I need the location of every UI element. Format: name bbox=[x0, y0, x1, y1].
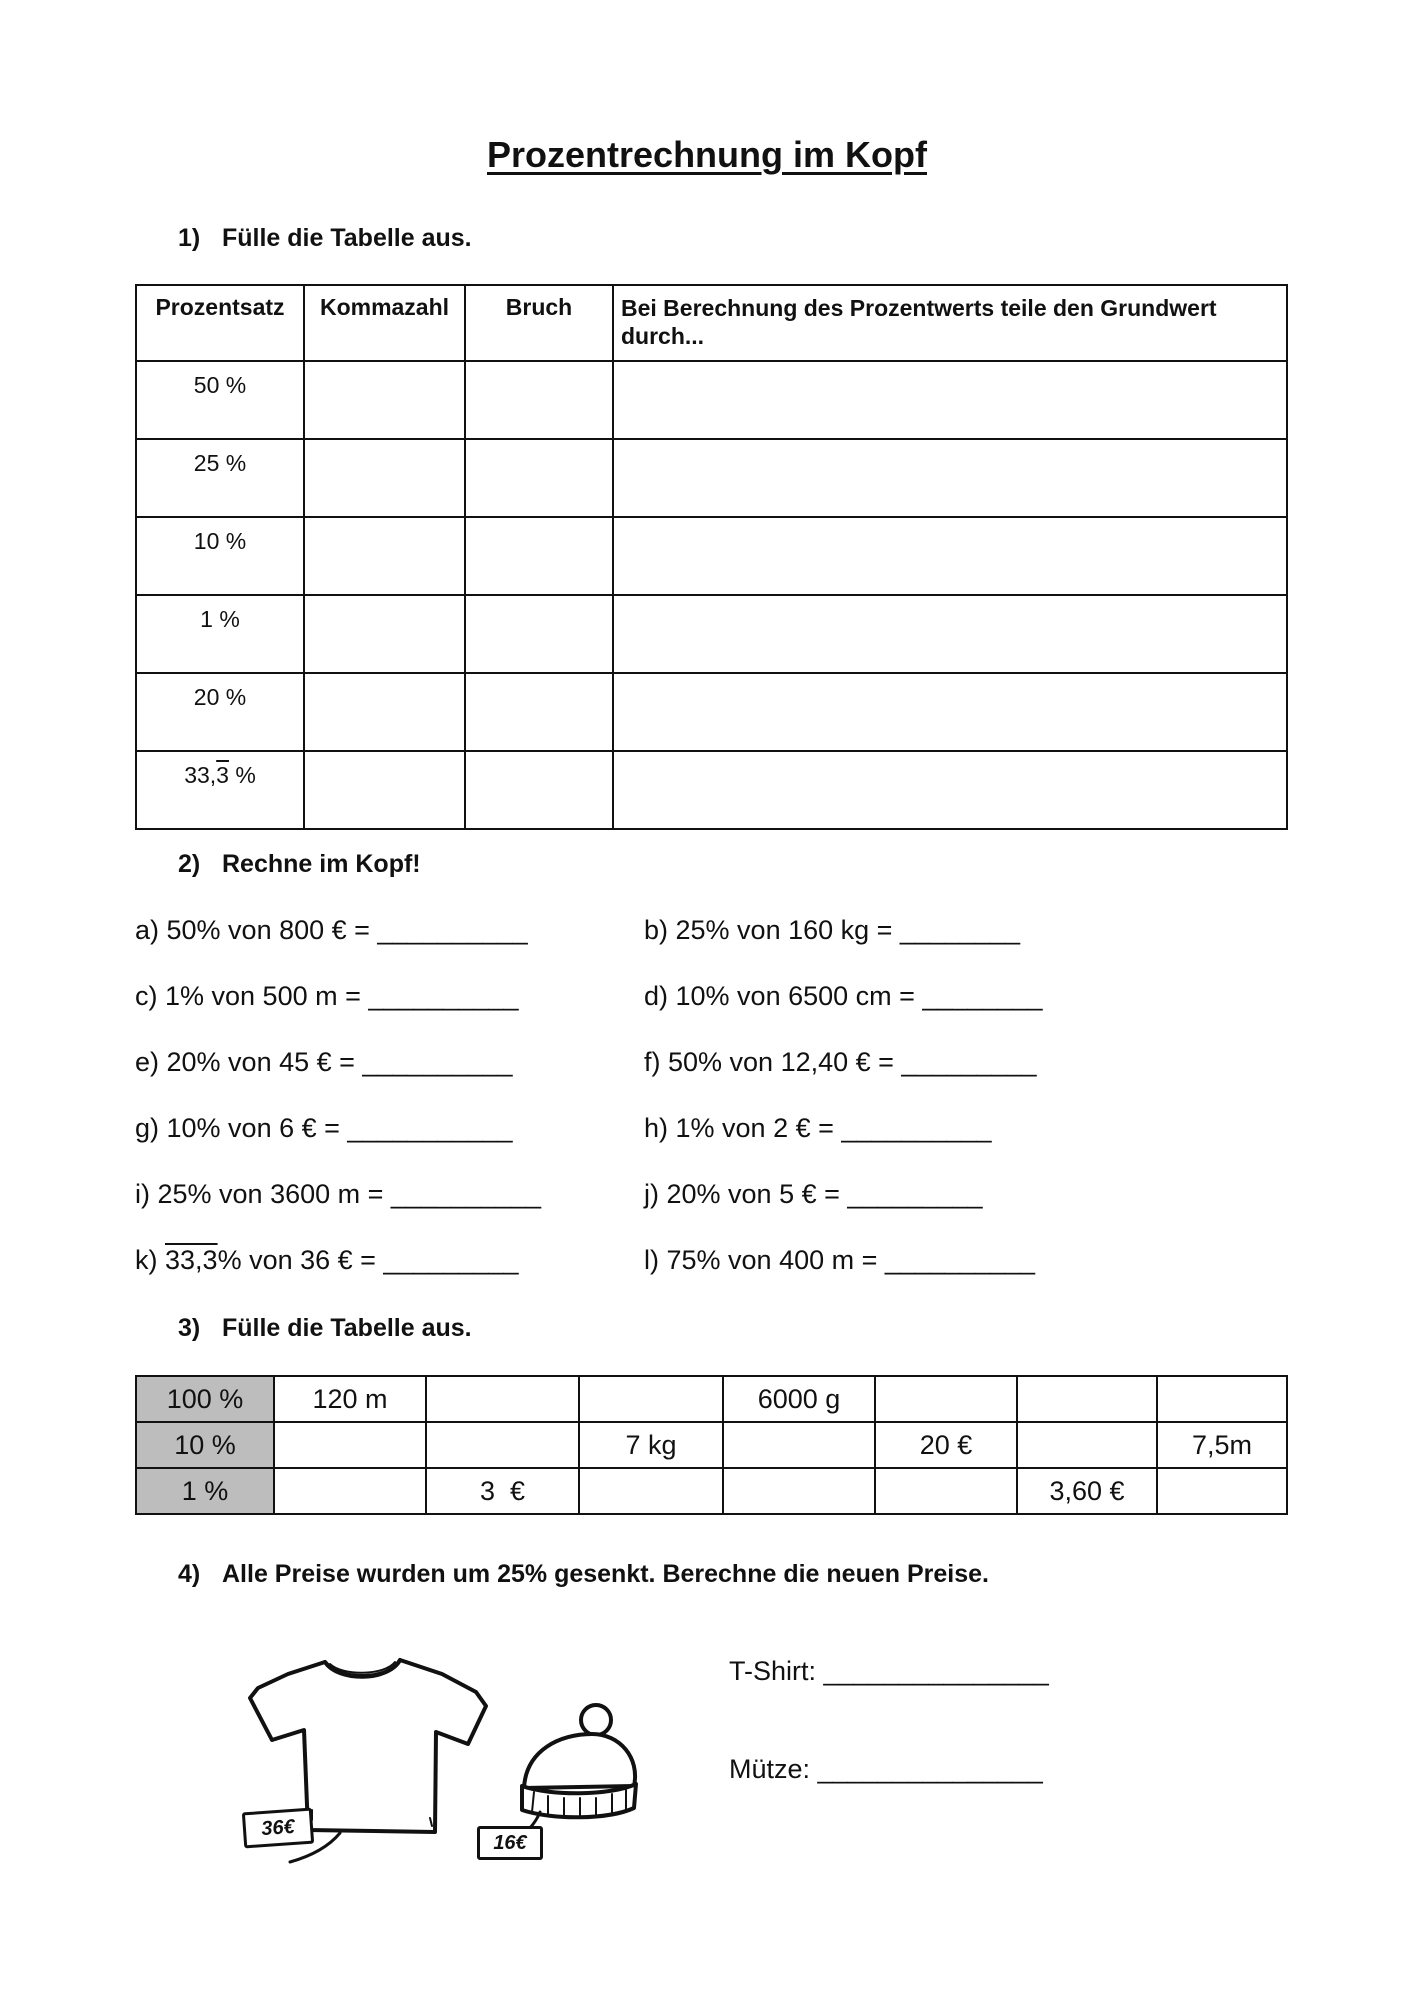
answer-cell[interactable] bbox=[613, 751, 1287, 829]
exercise-g: g) 10% von 6 € = ___________ bbox=[135, 1113, 513, 1143]
table-cell[interactable] bbox=[579, 1468, 723, 1514]
column-header: Bei Berechnung des Prozentwerts teile den Grundwert durch... bbox=[613, 285, 1287, 361]
table-cell[interactable] bbox=[274, 1468, 426, 1514]
exercise-a: a) 50% von 800 € = __________ bbox=[135, 915, 528, 945]
percent-cell bbox=[136, 751, 304, 829]
table-cell[interactable] bbox=[723, 1422, 875, 1468]
exercise-k-rest: % von 36 € = _________ bbox=[217, 1245, 519, 1275]
table-row bbox=[136, 751, 1287, 829]
column-header: Bruch bbox=[465, 285, 613, 361]
hat-price-tag: 16€ bbox=[477, 1826, 543, 1860]
percent-int: 33, bbox=[184, 762, 217, 788]
percent-cell: 1 % bbox=[136, 595, 304, 673]
answer-cell[interactable] bbox=[465, 361, 613, 439]
table-row bbox=[136, 439, 1287, 517]
table-cell[interactable] bbox=[426, 1422, 579, 1468]
table-cell[interactable]: 6000 g bbox=[723, 1376, 875, 1422]
table-row bbox=[136, 1468, 1287, 1514]
table-cell[interactable]: 3,60 € bbox=[1017, 1468, 1157, 1514]
column-header: Prozentsatz bbox=[136, 285, 304, 361]
section-title: Alle Preise wurden um 25% gesenkt. Berechne die neuen Preise. bbox=[222, 1560, 989, 1588]
table-cell[interactable] bbox=[875, 1468, 1017, 1514]
answer-cell[interactable] bbox=[613, 439, 1287, 517]
percent-cell: 50 % bbox=[136, 361, 304, 439]
exercise-d: d) 10% von 6500 cm = ________ bbox=[644, 981, 1043, 1011]
section-3-heading bbox=[178, 1314, 472, 1343]
section-title: Fülle die Tabelle aus. bbox=[222, 224, 472, 252]
table-row bbox=[136, 361, 1287, 439]
answer-cell[interactable] bbox=[304, 751, 465, 829]
table-cell[interactable]: 7 kg bbox=[579, 1422, 723, 1468]
table-cell[interactable] bbox=[1017, 1376, 1157, 1422]
table-cell[interactable] bbox=[1157, 1468, 1287, 1514]
section-1-heading bbox=[178, 224, 472, 253]
percent-unit: % bbox=[228, 762, 256, 788]
table-header-row bbox=[136, 285, 1287, 361]
tshirt-answer-line: T-Shirt: _______________ bbox=[729, 1656, 1049, 1686]
repeating-decimal: 33,3 bbox=[165, 1245, 218, 1275]
page-title: Prozentrechnung im Kopf bbox=[487, 134, 927, 175]
section-title: Rechne im Kopf! bbox=[222, 850, 421, 878]
row-header: 1 % bbox=[136, 1468, 274, 1514]
answer-cell[interactable] bbox=[465, 751, 613, 829]
table-cell[interactable] bbox=[274, 1422, 426, 1468]
percent-cell: 20 % bbox=[136, 673, 304, 751]
answer-cell[interactable] bbox=[613, 361, 1287, 439]
answer-cell[interactable] bbox=[613, 673, 1287, 751]
table-cell[interactable] bbox=[1157, 1376, 1287, 1422]
section-number: 3) bbox=[178, 1314, 201, 1342]
table-cell[interactable] bbox=[875, 1376, 1017, 1422]
exercise-b: b) 25% von 160 kg = ________ bbox=[644, 915, 1021, 945]
hat-illustration bbox=[500, 1700, 650, 1840]
exercise-f: f) 50% von 12,40 € = _________ bbox=[644, 1047, 1037, 1077]
answer-cell[interactable] bbox=[465, 673, 613, 751]
table-cell[interactable] bbox=[579, 1376, 723, 1422]
table-cell[interactable]: 7,5m bbox=[1157, 1422, 1287, 1468]
answer-cell[interactable] bbox=[304, 439, 465, 517]
hat-answer-line: Mütze: _______________ bbox=[729, 1754, 1043, 1784]
answer-cell[interactable] bbox=[465, 439, 613, 517]
exercise-i: i) 25% von 3600 m = __________ bbox=[135, 1179, 542, 1209]
exercise-l: l) 75% von 400 m = __________ bbox=[644, 1245, 1036, 1275]
answer-cell[interactable] bbox=[613, 517, 1287, 595]
answer-cell[interactable] bbox=[613, 595, 1287, 673]
answer-cell[interactable] bbox=[465, 517, 613, 595]
table-cell[interactable]: 3 € bbox=[426, 1468, 579, 1514]
exercise-e: e) 20% von 45 € = __________ bbox=[135, 1047, 513, 1077]
section-2-heading bbox=[178, 850, 421, 879]
column-header: Kommazahl bbox=[304, 285, 465, 361]
table-row bbox=[136, 1376, 1287, 1422]
exercise-h: h) 1% von 2 € = __________ bbox=[644, 1113, 992, 1143]
tshirt-price-tag: 36€ bbox=[242, 1808, 314, 1849]
answer-cell[interactable] bbox=[304, 595, 465, 673]
answer-cell[interactable] bbox=[465, 595, 613, 673]
percent-cell: 10 % bbox=[136, 517, 304, 595]
repeating-digit: 3 bbox=[216, 762, 229, 788]
exercise-c: c) 1% von 500 m = __________ bbox=[135, 981, 519, 1011]
table-cell[interactable] bbox=[1017, 1422, 1157, 1468]
table-row bbox=[136, 595, 1287, 673]
row-header: 100 % bbox=[136, 1376, 274, 1422]
answer-cell[interactable] bbox=[304, 517, 465, 595]
answer-cell[interactable] bbox=[304, 673, 465, 751]
section-number: 2) bbox=[178, 850, 201, 878]
exercise-k bbox=[135, 1245, 519, 1276]
table-cell[interactable]: 120 m bbox=[274, 1376, 426, 1422]
exercise-j: j) 20% von 5 € = _________ bbox=[644, 1179, 983, 1209]
answer-cell[interactable] bbox=[304, 361, 465, 439]
percent-cell: 25 % bbox=[136, 439, 304, 517]
percent-grid-table bbox=[135, 1375, 1288, 1515]
row-header: 10 % bbox=[136, 1422, 274, 1468]
section-number: 1) bbox=[178, 224, 201, 252]
table-row bbox=[136, 517, 1287, 595]
table-cell[interactable] bbox=[426, 1376, 579, 1422]
table-row bbox=[136, 1422, 1287, 1468]
table-row bbox=[136, 673, 1287, 751]
section-number: 4) bbox=[178, 1560, 201, 1588]
table-cell[interactable] bbox=[723, 1468, 875, 1514]
table-cell[interactable]: 20 € bbox=[875, 1422, 1017, 1468]
section-title: Fülle die Tabelle aus. bbox=[222, 1314, 472, 1342]
section-4-heading bbox=[178, 1560, 989, 1589]
exercise-k-prefix: k) bbox=[135, 1245, 165, 1275]
percent-table bbox=[135, 284, 1288, 830]
